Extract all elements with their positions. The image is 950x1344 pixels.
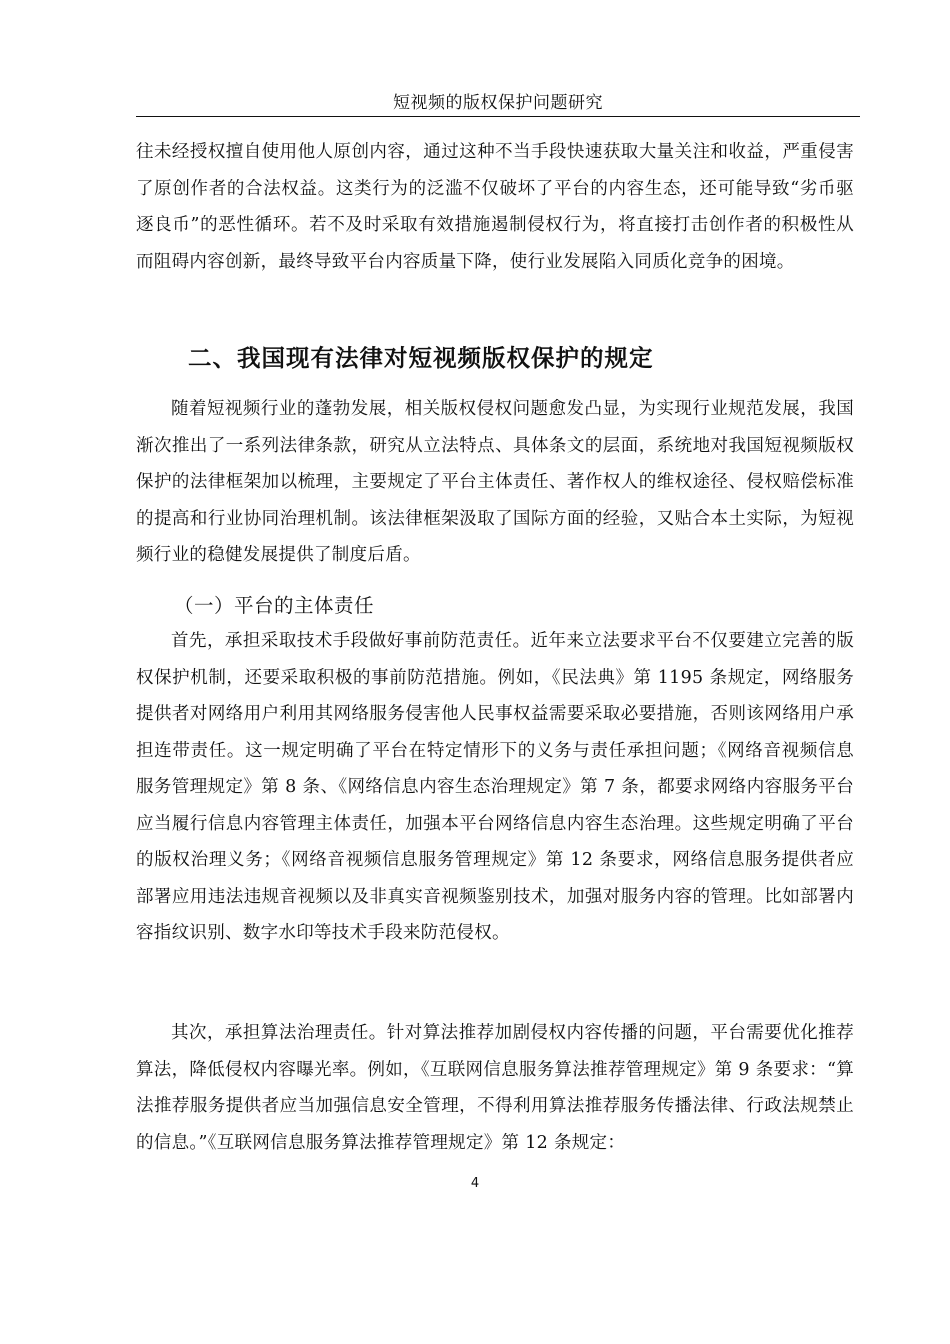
body-paragraph-algorithm-governance: 其次，承担算法治理责任。针对算法推荐加剧侵权内容传播的问题，平台需要优化推荐算法，降低侵权内容曝光率。例如，《互联网信息服务算法推荐管理规定》第 9 条要求：“算法推荐服务提供者应当加强信息安全管理，不得利用算法推荐服务传播法律、行政法规禁止的信息。”《互联网信息服务算法推荐管理规定》第 12 条规定： (136, 1023, 854, 1153)
continuation-paragraph: 往未经授权擅自使用他人原创内容，通过这种不当手段快速获取大量关注和收益，严重侵害了原创作者的合法权益。这类行为的泛滥不仅破坏了平台的内容生态，还可能导致“劣币驱逐良币”的恶性循环。若不及时采取有效措施遏制侵权行为，将直接打击创作者的积极性从而阻碍内容创新，最终导致平台内容质量下降，使行业发展陷入同质化竞争的困境。 (136, 142, 854, 272)
section-heading: 二、我国现有法律对短视频版权保护的规定 (188, 344, 654, 372)
subsection-heading: （一）平台的主体责任 (174, 594, 375, 617)
body-paragraph-platform-prevention: 首先，承担采取技术手段做好事前防范责任。近年来立法要求平台不仅要建立完善的版权保护机制，还要采取积极的事前防范措施。例如，《民法典》第 1195 条规定，网络服务提供者对网络用户利用其网络服务侵害他人民事权益需要采取必要措施，否则该网络用户承担连带责任。这一规定明确了平台在特定情形下的义务与责任承担问题；《网络音视频信息服务管理规定》第 8 条、《网络信息内容生态治理规定》第 7 条，都要求网络内容服务平台应当履行信息内容管理主体责任，加强本平台网络信息内容生态治理。这些规定明确了平台的版权治理义务；《网络音视频信息服务管理规定》第 12 条要求，网络信息服务提供者应部署应用违法违规音视频以及非真实音视频鉴别技术，加强对服务内容的管理。比如部署内容指纹识别、数字水印等技术手段来防范侵权。 (136, 631, 854, 943)
section-intro-paragraph: 随着短视频行业的蓬勃发展，相关版权侵权问题愈发凸显，为实现行业规范发展，我国渐次推出了一系列法律条款，研究从立法特点、具体条文的层面，系统地对我国短视频版权保护的法律框架加以梳理，主要规定了平台主体责任、著作权人的维权途径、侵权赔偿标准的提高和行业协同治理机制。该法律框架汲取了国际方面的经验，又贴合本土实际，为短视频行业的稳健发展提供了制度后盾。 (136, 399, 854, 565)
header-rule (136, 116, 860, 117)
page-number: 4 (470, 1176, 480, 1191)
running-header: 短视频的版权保护问题研究 (393, 93, 603, 113)
